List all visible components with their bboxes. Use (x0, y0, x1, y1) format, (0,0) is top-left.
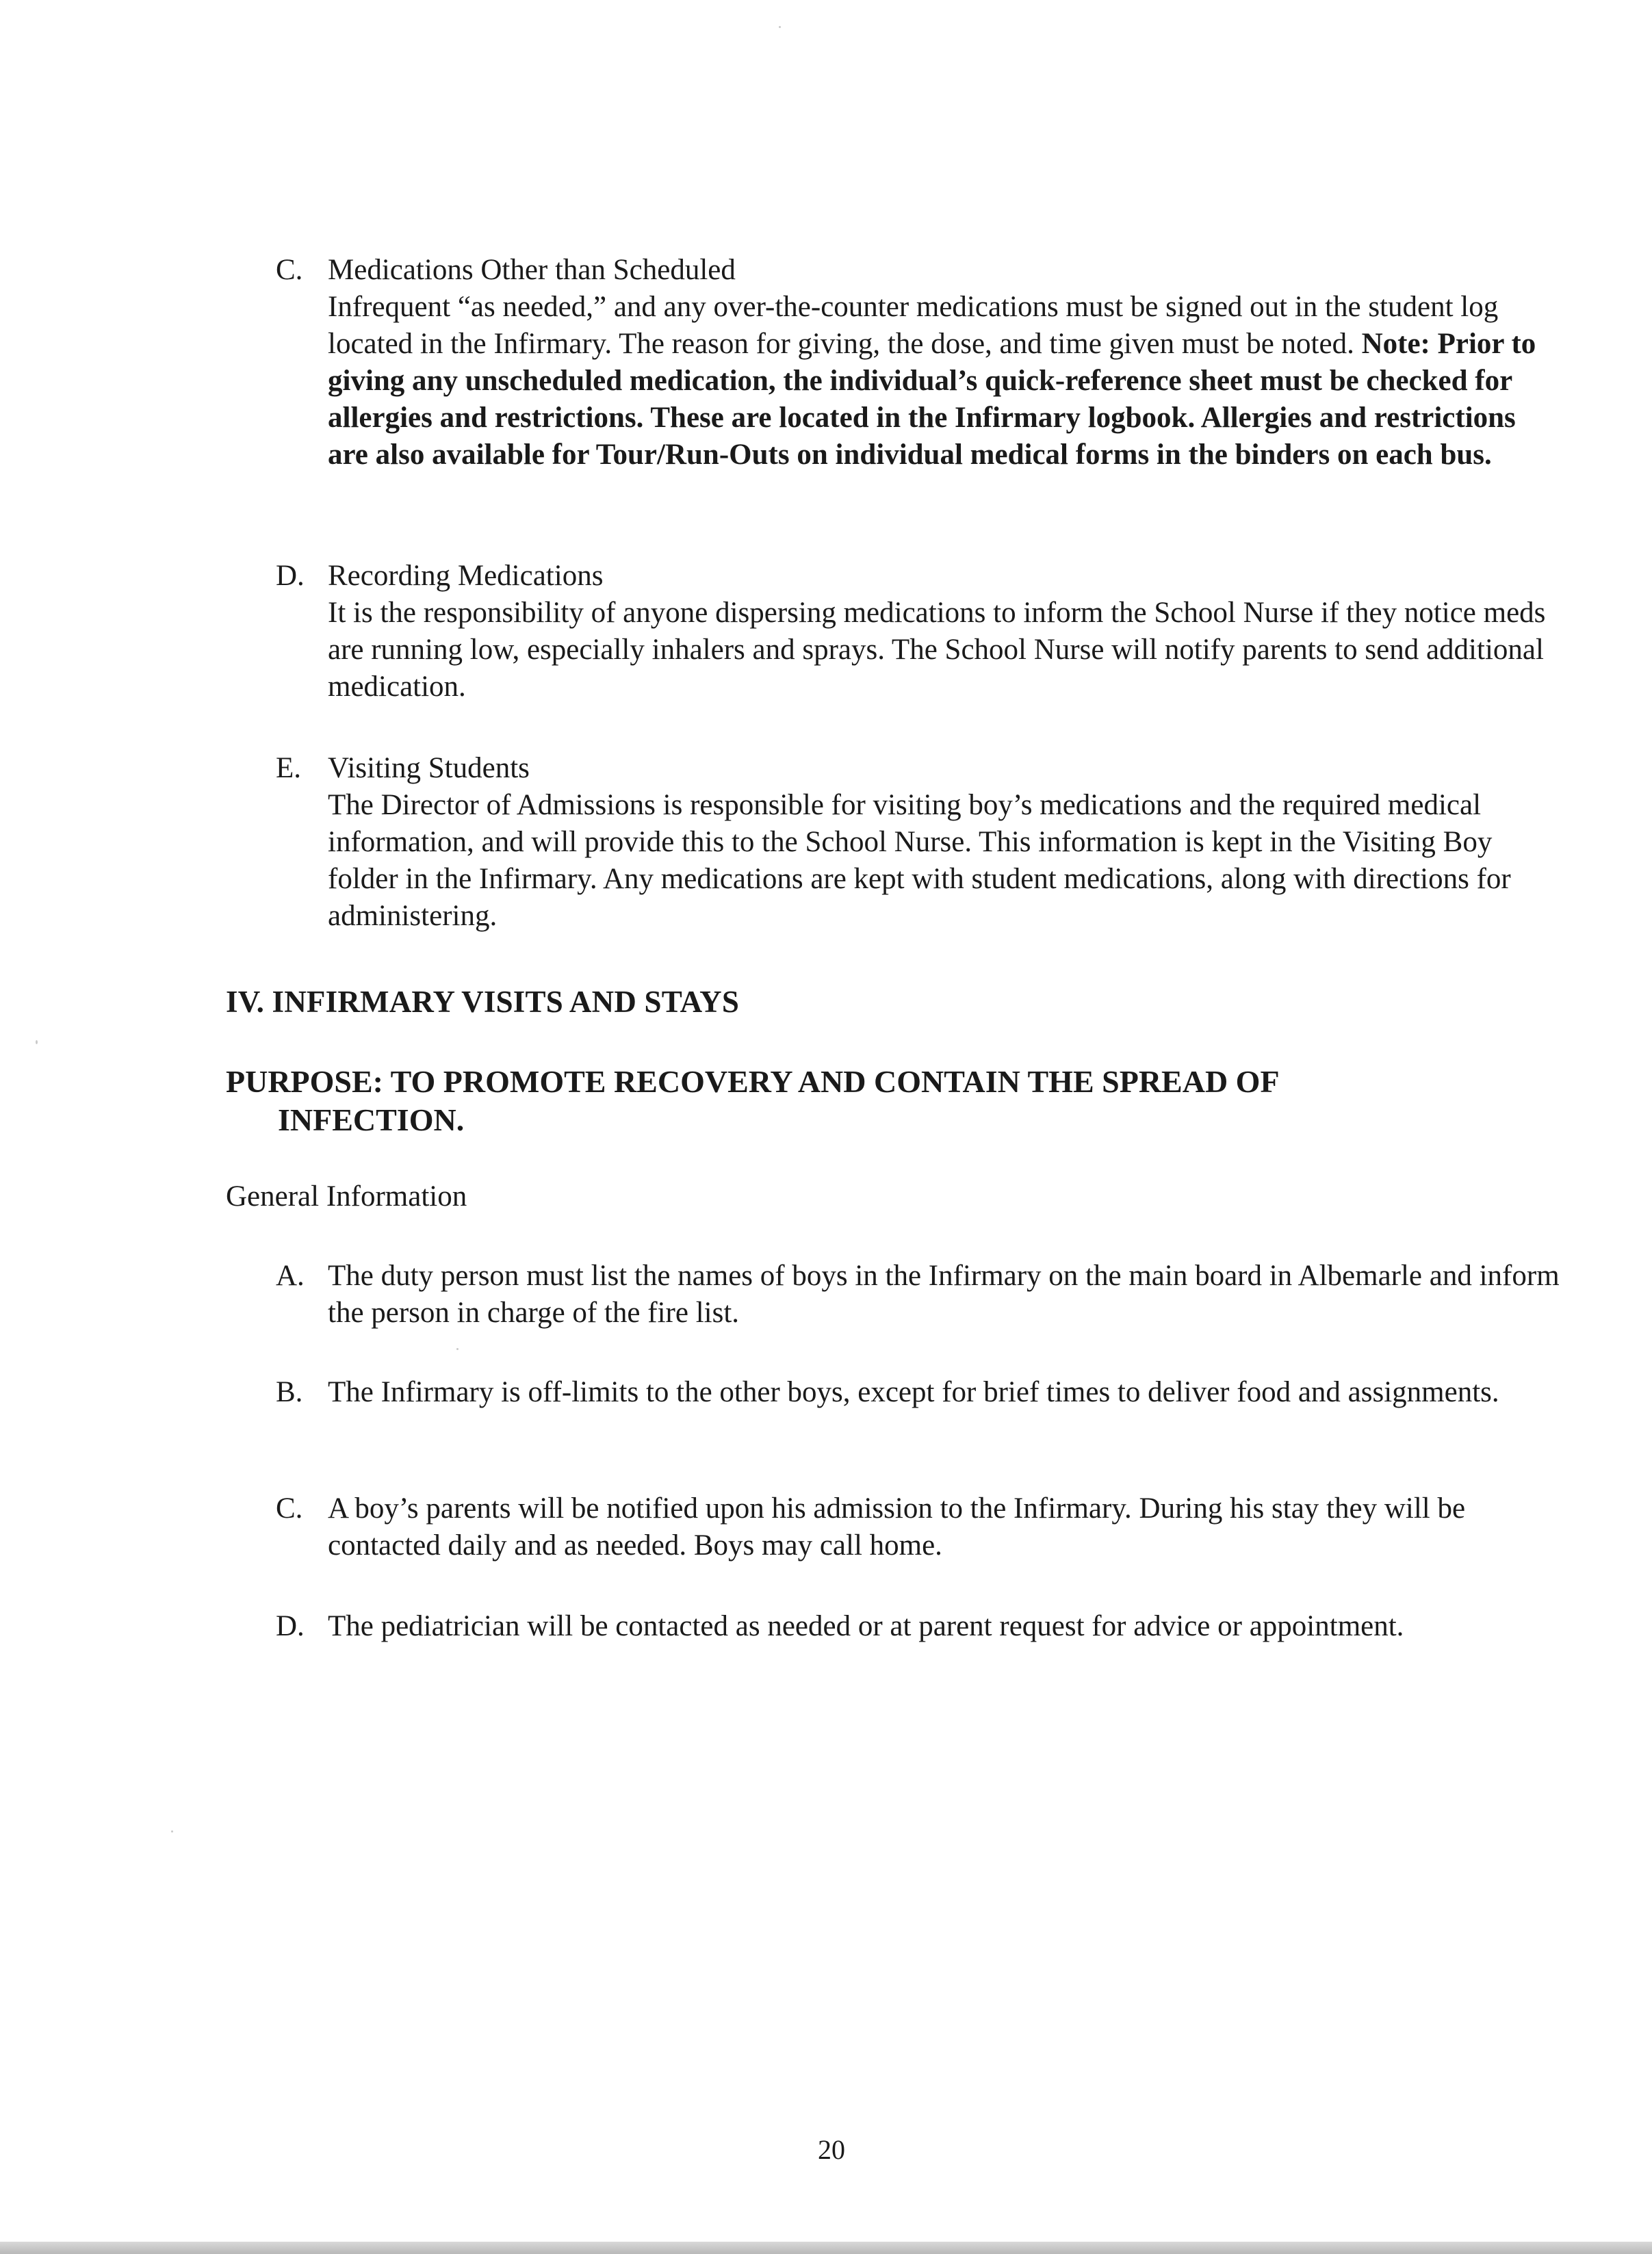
scan-speck (36, 1040, 38, 1044)
section-c (276, 252, 1562, 474)
section-e-body: The Director of Admissions is responsible for visiting boy’s medications and the required medical information, and will provide this to the School Nurse. This information is kept in the Visiting Boy folder in the Infirmary. Any medications are kept with student medications, along with directions for administering. (328, 789, 1511, 932)
section-c-body-plain: Infrequent “as needed,” and any over-the-counter medications must be signed out in the student log located in the Infirmary. The reason for giving, the dose, and time given must be noted. (328, 291, 1499, 360)
general-information-label: General Information (226, 1180, 467, 1213)
list-item-text: A boy’s parents will be notified upon his admission to the Infirmary. During his stay they will be contacted daily and as needed. Boys may call home. (328, 1492, 1466, 1562)
list-item-text: The duty person must list the names of boys in the Infirmary on the main board in Albemarle and inform the person in charge of the fire list. (328, 1260, 1560, 1329)
scan-speck (456, 1348, 459, 1350)
section-e-title: Visiting Students (328, 752, 530, 784)
list-item-letter: A. (276, 1260, 305, 1292)
section-d-letter: D. (276, 560, 305, 592)
list-item (276, 1608, 1562, 1645)
list-item-letter: C. (276, 1492, 303, 1525)
scan-speck (779, 26, 781, 28)
purpose-line-2: INFECTION. (278, 1102, 465, 1137)
section-d (276, 558, 1562, 705)
section-e (276, 750, 1562, 935)
section-e-letter: E. (276, 752, 302, 784)
purpose-line-1: PURPOSE: TO PROMOTE RECOVERY AND CONTAIN THE SPREAD OF (226, 1064, 1280, 1099)
page-number: 20 (818, 2134, 845, 2165)
section-d-title: Recording Medications (328, 560, 604, 592)
list-item-text: The Infirmary is off-limits to the other boys, except for brief times to deliver food and assignments. (328, 1376, 1499, 1408)
scan-bottom-edge (0, 2242, 1652, 2254)
scan-speck (171, 1830, 173, 1832)
section-c-body (276, 289, 1562, 474)
list-item (276, 1490, 1562, 1564)
list-item-text: The pediatrician will be contacted as needed or at parent request for advice or appointment. (328, 1610, 1404, 1642)
section-c-letter: C. (276, 254, 303, 286)
list-item-letter: D. (276, 1610, 305, 1642)
purpose-statement (226, 1063, 1458, 1139)
list-item-letter: B. (276, 1376, 303, 1408)
list-item (276, 1374, 1562, 1411)
section-d-body: It is the responsibility of anyone dispersing medications to inform the School Nurse if they notice meds are running low, especially inhalers and sprays. The School Nurse will notify parents to send additional medication. (328, 597, 1546, 703)
section-c-body-bold: Note: Prior to giving any unscheduled medication, the individual’s quick-reference sheet must be checked for allergies and restrictions. These are located in the Infirmary logbook. Allergies and restrictions are also available for Tour/Run-Outs on individual medical forms in the binders on each bus. (328, 328, 1536, 471)
section-iv-heading: IV. INFIRMARY VISITS AND STAYS (226, 985, 740, 1019)
section-c-title: Medications Other than Scheduled (328, 254, 736, 286)
list-item (276, 1258, 1562, 1332)
